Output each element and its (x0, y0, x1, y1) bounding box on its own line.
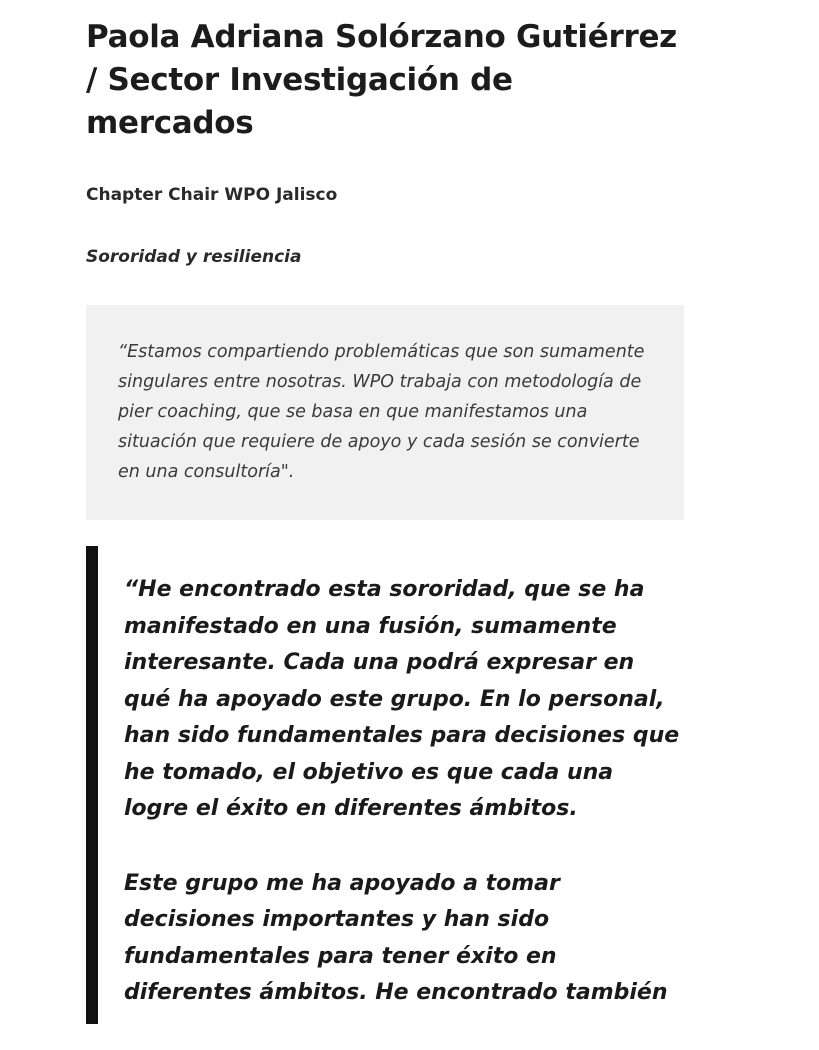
callout-quote-text: “Estamos compartiendo problemáticas que son sumamente singulares entre nosotras. WPO trabaja con metodología de pier coaching, que se basa en que manifestamos una situación que requiere de apoyo y cada sesión se convierte en una consultoría". (118, 342, 645, 482)
section-theme: Sororidad y resiliencia (86, 247, 302, 267)
blockquote-body (124, 572, 684, 1050)
article-subtitle: Chapter Chair WPO Jalisco (86, 185, 338, 205)
article (86, 0, 686, 1005)
blockquote-bar (86, 546, 98, 1024)
blockquote-paragraph-1: “He encontrado esta sororidad, que se ha manifestado en una fusión, sumamente interesante. Cada una podrá expresar en qué ha apoyado este grupo. En lo personal, han sido fundamentales para decisiones que he tomado, el objetivo es que cada una logre el éxito en diferentes ámbitos. (124, 577, 680, 821)
blockquote-paragraph-2: Este grupo me ha apoyado a tomar decisiones importantes y han sido fundamentales para tener éxito en diferentes ámbitos. He encontrado también (124, 870, 668, 1005)
highlight-callout (86, 305, 684, 520)
blockquote (86, 546, 686, 1024)
article-title: Paola Adriana Solórzano Gutiérrez / Sector Investigación de mercados (86, 19, 677, 141)
